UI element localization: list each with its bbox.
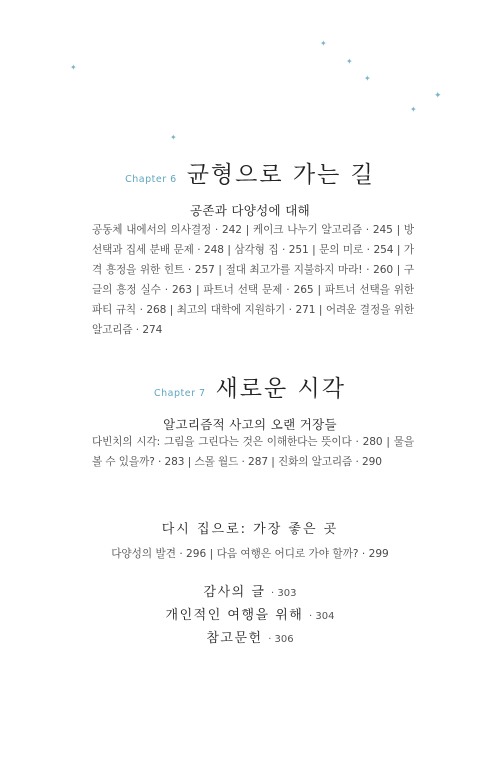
chapter-6-title: 균형으로 가는 길 xyxy=(186,162,375,188)
epilogue-section xyxy=(0,518,500,561)
back-matter-list xyxy=(0,582,500,651)
star-decoration-icon: ✦ xyxy=(364,74,371,83)
references-title: 참고문헌 xyxy=(206,631,263,646)
chapter-6-label: Chapter 6 xyxy=(125,174,177,185)
star-decoration-icon: ✦ xyxy=(410,105,417,114)
epilogue-contents: 다양성의 발견 · 296 | 다음 여행은 어디로 가야 할까? · 299 xyxy=(111,548,389,560)
chapter-6-contents: 공동체 내에서의 의사결정 · 242 | 케이크 나누기 알고리즘 · 245 | 방 선택과 집세 분배 문제 · 248 | 삼각형 집 · 251 | 문의 미로 · 254 | 가격 흥정을 위한 힌트 · 257 | 절대 최고가를 지불하지 마라! · 260 | 구글의 흥정 실수 · 263 | 파트너 선택 문제 · 265 | 파트너 선택을 위한 파티 규칙 · 268 | 최고의 대학에 지원하기 · 271 | 어려운 결정을 위한 알고리즘 · 274 xyxy=(92,224,414,336)
star-decoration-icon: ✦ xyxy=(170,133,177,142)
references-page: · 306 xyxy=(268,634,294,645)
acknowledgements-entry xyxy=(0,582,500,605)
chapter-7-contents: 다빈치의 시각: 그림을 그린다는 것은 이해한다는 뜻이다 · 280 | 물을 볼 수 있을까? · 283 | 스몰 월드 · 287 | 진화의 알고리즘 · 290 xyxy=(92,436,414,468)
chapter-7-heading xyxy=(0,370,500,433)
chapter-6-title-row xyxy=(0,156,500,189)
epilogue-title: 다시 집으로: 가장 좋은 곳 xyxy=(161,522,339,537)
acknowledgements-page: · 303 xyxy=(271,588,297,599)
star-decoration-icon: ✦ xyxy=(320,39,327,48)
chapter-6-subtitle: 공존과 다양성에 대해 xyxy=(190,203,310,218)
references-entry xyxy=(0,628,500,651)
chapter-6-heading xyxy=(0,156,500,219)
star-decoration-icon: ✦ xyxy=(434,91,442,101)
star-decoration-icon: ✦ xyxy=(346,57,353,66)
chapter-7-title-row xyxy=(0,370,500,403)
personal-journey-entry xyxy=(0,605,500,628)
personal-journey-page: · 304 xyxy=(308,611,335,622)
acknowledgements-title: 감사의 글 xyxy=(203,585,266,600)
personal-journey-title: 개인적인 여행을 위해 xyxy=(165,608,304,623)
star-decoration-icon: ✦ xyxy=(70,63,77,72)
chapter-7-label: Chapter 7 xyxy=(154,388,206,399)
chapter-7-title: 새로운 시각 xyxy=(215,376,346,402)
chapter-7-subtitle: 알고리즘적 사고의 오랜 거장들 xyxy=(163,417,337,432)
